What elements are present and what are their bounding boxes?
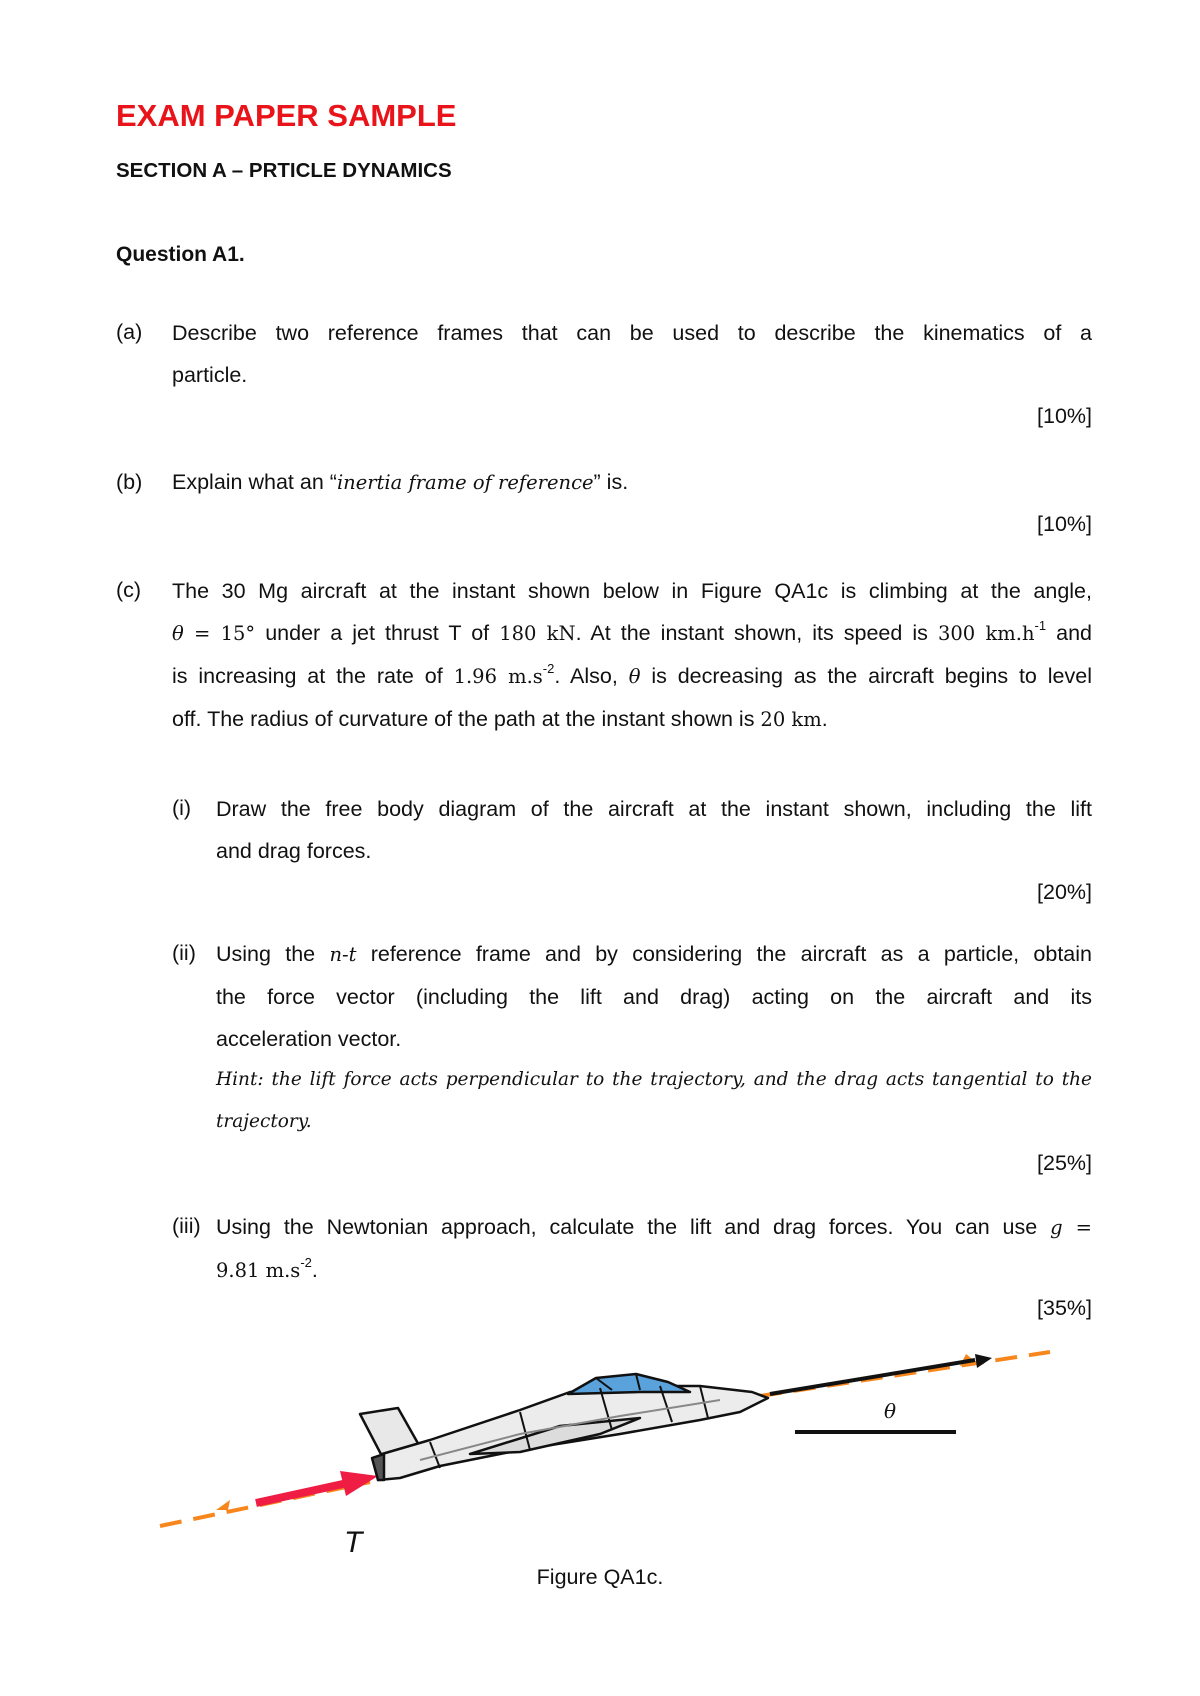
part-cii-line3: acceleration vector. [216, 1027, 402, 1051]
part-ci-line1: Draw the free body diagram of the aircraft at the instant shown, including the lift [216, 797, 1092, 821]
part-ci-text [216, 788, 1092, 872]
hint-line2: trajectory. [216, 1111, 312, 1132]
part-c-label: (c) [116, 578, 142, 602]
part-ci-line2: and drag forces. [216, 839, 372, 863]
part-b-post: ” is. [593, 470, 629, 494]
theta-symbol-2: θ [628, 665, 641, 688]
figure-qa1c [0, 1330, 1200, 1560]
speed-value: 300 km.h [937, 622, 1035, 645]
question-heading: Question A1. [116, 243, 245, 266]
thrust-label: T [344, 1526, 363, 1559]
figure-caption: Figure QA1c. [536, 1565, 664, 1589]
part-cii-line2: the force vector (including the lift and drag) acting on the aircraft and its [216, 985, 1092, 1009]
exam-title: EXAM PAPER SAMPLE [116, 98, 457, 133]
part-c-l2c: and [1046, 621, 1092, 645]
part-a-mark: [10%] [1037, 404, 1092, 428]
nt-frame: n-t [329, 943, 357, 966]
canopy [568, 1374, 690, 1394]
part-a-label: (a) [116, 320, 143, 344]
part-ciii-line2 [216, 1249, 1092, 1292]
part-ciii-text [216, 1206, 1092, 1292]
g-value: 9.81 m.s [216, 1259, 301, 1282]
part-b-text [172, 470, 628, 495]
thrust-value: 180 kN [499, 622, 576, 645]
g-symbol: g [1050, 1216, 1063, 1239]
theta-symbol: θ [172, 622, 184, 645]
radius-value: 20 km [760, 708, 822, 731]
part-b-pre: Explain what an “ [172, 470, 337, 494]
angle-label: θ [884, 1399, 897, 1423]
part-c-text [172, 570, 1092, 741]
part-cii-text [216, 933, 1092, 1060]
tangent-head [975, 1354, 992, 1368]
part-ciii-line1 [216, 1206, 1092, 1249]
part-c-l3b: . Also, [554, 664, 629, 688]
part-cii-l1b: reference frame and by considering the aircraft as a particle, obtain [356, 942, 1092, 966]
part-ciii-mark: [35%] [1037, 1296, 1092, 1320]
part-c-line4 [172, 698, 1092, 741]
speed-exp: -1 [1034, 617, 1047, 633]
part-ci-label: (i) [172, 796, 192, 820]
part-cii-mark: [25%] [1037, 1151, 1092, 1175]
part-c-l1: The 30 Mg aircraft at the instant shown below in Figure QA1c is climbing at the angle, [172, 579, 1092, 603]
part-a-line2: particle. [172, 363, 248, 387]
part-cii-l1a: Using the [216, 942, 330, 966]
part-b-label: (b) [116, 470, 143, 494]
part-ciii-label: (iii) [172, 1214, 201, 1238]
part-c-l3c: is decreasing as the aircraft begins to level [640, 664, 1092, 688]
section-heading: SECTION A – PRTICLE DYNAMICS [116, 159, 452, 182]
part-c-l3a: is increasing at the rate of [172, 664, 454, 688]
part-b-mark: [10%] [1037, 512, 1092, 536]
part-ci-mark: [20%] [1037, 880, 1092, 904]
part-c-l4a: off. The radius of curvature of the path at the instant shown is [172, 707, 761, 731]
part-cii-hint [216, 1059, 1092, 1143]
path-arrow-lower [216, 1500, 230, 1510]
part-b-term: inertia frame of reference [336, 471, 594, 494]
thrust-head [340, 1471, 378, 1496]
theta-value: = 15° [183, 622, 256, 645]
aircraft-icon [360, 1374, 768, 1480]
part-cii-label: (ii) [172, 941, 196, 965]
part-a-line1: Describe two reference frames that can be used to describe the kinematics of a [172, 321, 1092, 345]
accel-exp: -2 [542, 660, 555, 676]
part-ciii-l1a: Using the Newtonian approach, calculate the lift and drag forces. You can use [216, 1215, 1051, 1239]
part-cii-line1 [216, 933, 1092, 976]
part-c-line1 [172, 570, 1092, 612]
tangent-line [770, 1354, 992, 1432]
g-equals: = [1062, 1216, 1092, 1239]
thrust-shaft [256, 1482, 352, 1503]
g-exp: -2 [300, 1254, 312, 1270]
hint-line1: Hint: the lift force acts perpendicular to the trajectory, and the drag acts tangential to the [216, 1069, 1092, 1090]
part-c-line2 [172, 612, 1092, 655]
part-c-l4b: . [821, 707, 828, 731]
part-c-l2b: . At the instant shown, its speed is [575, 621, 938, 645]
g-end: . [311, 1258, 318, 1282]
part-c-l2a: under a jet thrust T of [255, 621, 500, 645]
thrust-arrow [256, 1471, 378, 1503]
part-a-text [172, 312, 1092, 396]
accel-value: 1.96 m.s [453, 665, 543, 688]
part-c-line3 [172, 655, 1092, 698]
tangent-shaft [770, 1360, 975, 1394]
